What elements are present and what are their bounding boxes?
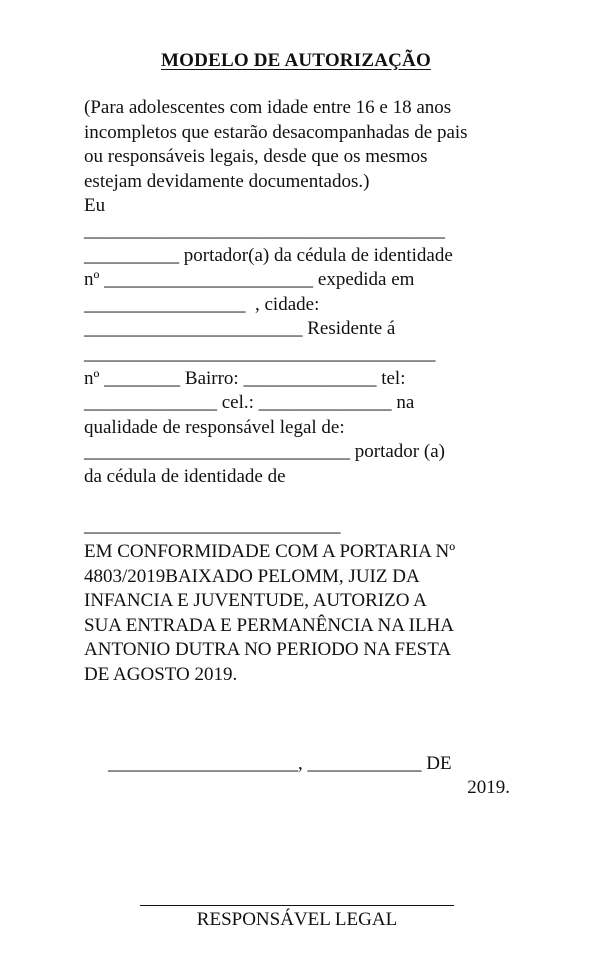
intro-line-3: ou responsáveis legais, desde que os mesmos xyxy=(84,146,428,168)
intro-line-1: (Para adolescentes com idade entre 16 e 18 anos xyxy=(84,97,452,118)
intro-line-2: incompletos que estarão desacompanhadas de pais xyxy=(84,121,468,143)
form-line-guardian: qualidade de responsável legal de: xyxy=(84,416,345,438)
form-line-eu: Eu xyxy=(84,195,106,217)
date-year: 2019. xyxy=(467,777,510,798)
form-line-address-blank: _____________________________________ xyxy=(84,342,436,364)
date-line: ____________________, ____________ DE xyxy=(108,753,452,774)
form-line-minor-id-blank: ___________________________ xyxy=(84,515,341,537)
form-line-spacer xyxy=(84,490,524,515)
declaration-line-4: SUA ENTRADA E PERMANÊNCIA NA ILHA xyxy=(84,614,454,636)
declaration-line-6: DE AGOSTO 2019. xyxy=(84,663,238,685)
form-line-name-blank: ______________________________________ xyxy=(84,219,445,241)
form-line-city: _________________ , cidade: xyxy=(84,293,320,315)
form-line-number: nº ______________________ expedida em xyxy=(84,269,415,291)
signature-label: RESPONSÁVEL LEGAL xyxy=(196,909,398,930)
form-line-identity: __________ portador(a) da cédula de identidade xyxy=(84,244,453,266)
document-title: MODELO DE AUTORIZAÇÃO xyxy=(161,50,431,71)
declaration-block xyxy=(84,540,524,688)
intro-line-4: estejam devidamente documentados.) xyxy=(84,170,370,192)
declaration-line-5: ANTONIO DUTRA NO PERIODO NA FESTA xyxy=(84,639,452,661)
declaration-line-2: 4803/2019BAIXADO PELOMM, JUIZ DA xyxy=(84,565,420,587)
form-line-neighborhood: nº ________ Bairro: ______________ tel: xyxy=(84,367,406,389)
form-line-minor-id: da cédula de identidade de xyxy=(84,465,286,487)
declaration-line-1: EM CONFORMIDADE COM A PORTARIA Nº xyxy=(84,541,456,562)
declaration-line-3: INFANCIA E JUVENTUDE, AUTORIZO A xyxy=(84,590,427,612)
form-line-phone: ______________ cel.: ______________ na xyxy=(84,392,415,414)
form-line-residence: _______________________ Residente á xyxy=(84,318,396,340)
form-line-minor-name: ____________________________ portador (a) xyxy=(84,441,445,463)
form-body xyxy=(84,96,524,539)
signature-line xyxy=(140,905,454,906)
